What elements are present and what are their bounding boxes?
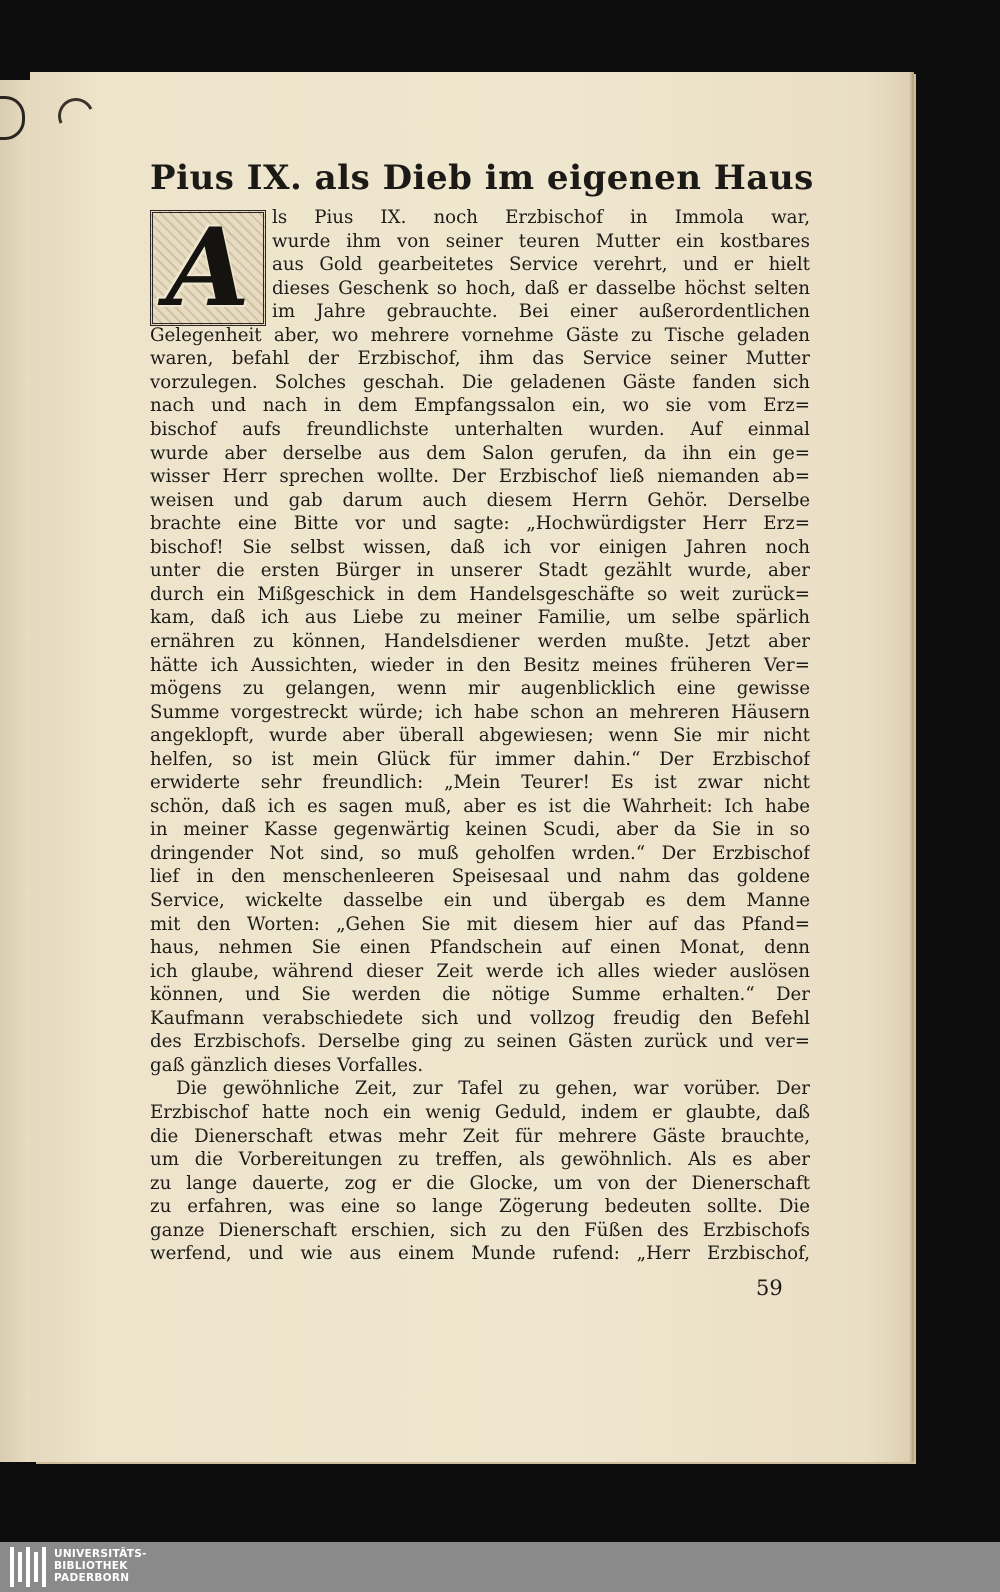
book-page: [30, 72, 910, 1462]
text-line: in meiner Kasse gegenwärtig keinen Scudi, aber da Sie in so: [150, 819, 810, 841]
text-line: kam, daß ich aus Liebe zu meiner Familie, um selbe spärlich: [150, 607, 810, 629]
text-line: durch ein Mißgeschick in dem Handelsgeschäfte so weit zurück=: [150, 583, 810, 605]
text-line: zu lange dauerte, zog er die Glocke, um von der Dienerschaft: [150, 1172, 810, 1194]
text-line: nach und nach in dem Empfangssalon ein, wo sie vom Erz=: [150, 395, 810, 417]
text-line: im Jahre gebrauchte. Bei einer außerordentlichen: [272, 301, 810, 323]
text-line: gaß gänzlich dieses Vorfalles.: [150, 1054, 424, 1076]
text-line: wurde ihm von seiner teuren Mutter ein kostbares: [272, 230, 810, 252]
text-line: können, und Sie werden die nötige Summe erhalten.“ Der: [150, 984, 810, 1006]
text-line: bischof aufs freundlichste unterhalten wurden. Auf einmal: [150, 419, 810, 440]
text-line: um die Vorbereitungen zu treffen, als gewöhnlich. Als es aber: [150, 1149, 810, 1170]
text-line: die Dienerschaft etwas mehr Zeit für mehrere Gäste brauchte,: [150, 1125, 810, 1147]
text-line: bischof! Sie selbst wissen, daß ich vor einigen Jahren noch: [150, 536, 810, 558]
text-line: waren, befahl der Erzbischof, ihm das Service seiner Mutter: [150, 348, 810, 370]
text-line: werfend, und wie aus einem Munde rufend: „Herr Erzbischof,: [150, 1243, 810, 1265]
library-logo-icon: [10, 1547, 48, 1587]
text-line: Die gewöhnliche Zeit, zur Tafel zu gehen, war vorüber. Der: [176, 1078, 810, 1100]
text-line: mit den Worten: „Gehen Sie mit diesem hier auf das Pfand=: [150, 913, 810, 935]
page-number: 59: [756, 1276, 783, 1300]
text-line: Gelegenheit aber, wo mehrere vornehme Gäste zu Tische geladen: [150, 324, 810, 346]
text-line: weisen und gab darum auch diesem Herrn Gehör. Derselbe: [150, 489, 810, 511]
text-line: schön, daß ich es sagen muß, aber es ist die Wahrheit: Ich habe: [150, 795, 810, 817]
library-footer-bar: [0, 1542, 1000, 1592]
text-line: erwiderte sehr freundlich: „Mein Teurer! Es ist zwar nicht: [150, 772, 810, 794]
logo-line: UNIVERSITÄTS-: [54, 1548, 147, 1560]
text-line: mögens zu gelangen, wenn mir augenblicklich eine gewisse: [150, 678, 810, 699]
ornamental-initial: [150, 205, 266, 331]
logo-line: BIBLIOTHEK: [54, 1560, 128, 1572]
initial-letter: A: [166, 205, 250, 331]
library-logo-text: [54, 1548, 147, 1584]
text-line: helfen, so ist mein Glück für immer dahin.“ Der Erzbischof: [150, 748, 810, 770]
page-title: Pius IX. als Dieb im eigenen Haus: [150, 158, 814, 198]
text-line: des Erzbischofs. Derselbe ging zu seinen Gästen zurück und ver=: [150, 1031, 810, 1053]
text-line: aus Gold gearbeitetes Service verehrt, und er hielt: [272, 254, 810, 276]
text-line: Service, wickelte dasselbe ein und übergab es dem Manne: [150, 890, 810, 911]
text-line: Summe vorgestreckt würde; ich habe schon an mehreren Häusern: [150, 701, 810, 723]
text-line: vorzulegen. Solches geschah. Die geladenen Gäste fanden sich: [150, 371, 810, 393]
text-line: wisser Herr sprechen wollte. Der Erzbischof ließ niemanden ab=: [150, 466, 810, 488]
punch-hole-icon: [53, 93, 99, 139]
text-line: hätte ich Aussichten, wieder in den Besitz meines früheren Ver=: [150, 654, 810, 676]
text-line: dieses Geschenk so hoch, daß er dasselbe höchst selten: [272, 277, 810, 299]
text-line: brachte eine Bitte vor und sagte: „Hochwürdigster Herr Erz=: [150, 513, 810, 535]
text-line: ls Pius IX. noch Erzbischof in Immola war,: [272, 207, 810, 228]
text-line: angeklopft, wurde aber überall abgewiesen; wenn Sie mir nicht: [150, 725, 810, 747]
text-line: Erzbischof hatte noch ein wenig Geduld, indem er glaubte, daß: [150, 1101, 810, 1123]
text-line: dringender Not sind, so muß geholfen wrden.“ Der Erzbischof: [150, 842, 810, 864]
logo-line: PADERBORN: [54, 1572, 130, 1584]
text-line: ich glaube, während dieser Zeit werde ich alles wieder auslösen: [150, 960, 810, 982]
text-line: zu erfahren, was eine so lange Zögerung bedeuten sollte. Die: [150, 1196, 810, 1218]
text-line: unter die ersten Bürger in unserer Stadt gezählt wurde, aber: [150, 560, 810, 582]
text-line: Kaufmann verabschiedete sich und vollzog freudig den Befehl: [150, 1007, 810, 1029]
previous-page-edge: [0, 80, 31, 1462]
text-line: haus, nehmen Sie einen Pfandschein auf einen Monat, denn: [150, 937, 810, 959]
text-line: lief in den menschenleeren Speisesaal und nahm das goldene: [150, 866, 810, 888]
text-line: ganze Dienerschaft erschien, sich zu den Füßen des Erzbischofs: [150, 1219, 810, 1241]
text-line: ernähren zu können, Handelsdiener werden mußte. Jetzt aber: [150, 630, 810, 652]
text-line: wurde aber derselbe aus dem Salon gerufen, da ihn ein ge=: [150, 442, 810, 464]
